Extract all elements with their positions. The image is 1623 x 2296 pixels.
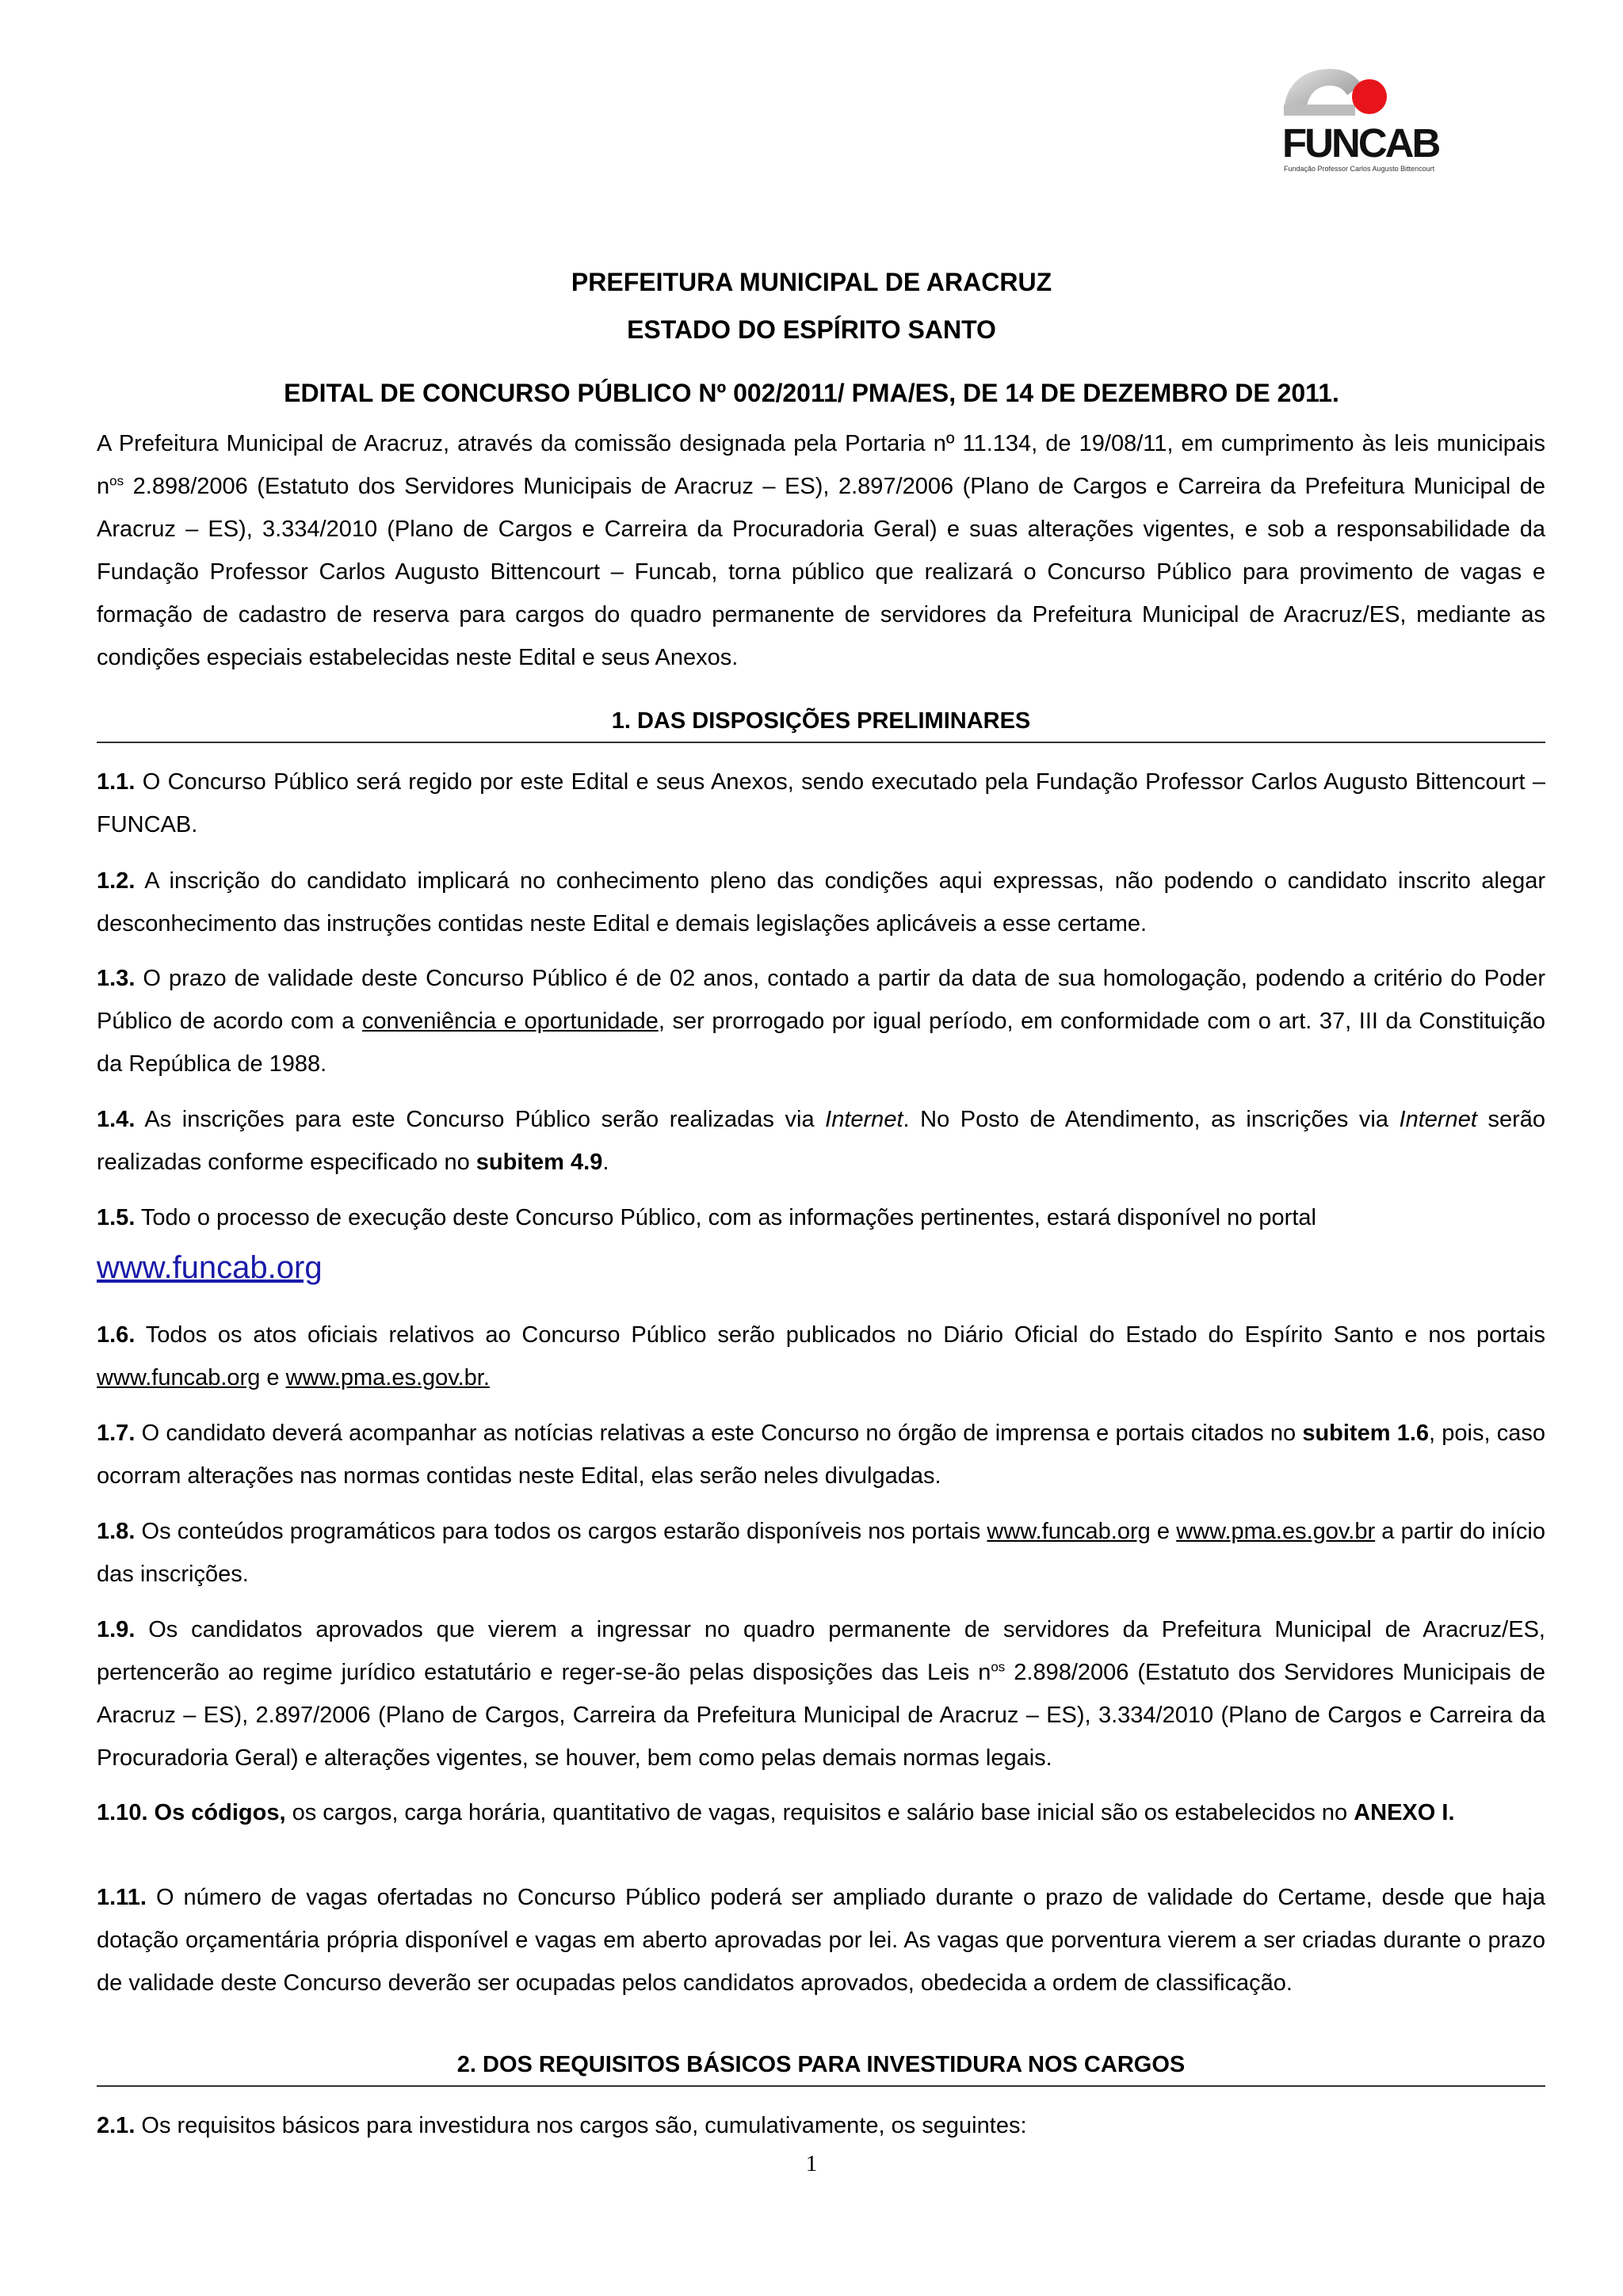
item-1-10: 1.10. Os códigos, os cargos, carga horária, quantitativo de vagas, requisitos e salário base inicial são os estabelecidos no ANEXO I.: [97, 1800, 1455, 1825]
funcab-logo: [1268, 65, 1439, 176]
intro-paragraph: A Prefeitura Municipal de Aracruz, através da comissão designada pela Portaria nº 11.134, de 19/08/11, em cumprimento às leis municipais $n^{os}$ 2.898/2006 (Estatuto dos Servidores Municipais de Aracruz – ES), 2.897/2006 (Plano de Cargos e Carreira da Prefeitura Municipal de Aracruz – ES), 3.334/2010 (Plano de Cargos e Carreira da Procuradoria Geral) e suas alterações vigentes, e sob a responsabilidade da Fundação Professor Carlos Augusto Bittencourt – Funcab, torna público que realizará o Concurso Público para provimento de vagas e formação de cadastro de reserva para cargos do quadro permanente de servidores da Prefeitura Municipal de Aracruz/ES, mediante as condições especiais estabelecidas neste Edital e seus Anexos.: [97, 431, 1545, 670]
funcab-link-large[interactable]: www.funcab.org: [97, 1250, 323, 1285]
item-1-9: 1.9. Os candidatos aprovados que vierem a ingressar no quadro permanente de servidores da Prefeitura Municipal de Aracruz/ES, pertencerão ao regime jurídico estatutário e reger-se-ão pelas disposições das Leis $n^{os}$ 2.898/2006 (Estatuto dos Servidores Municipais de Aracruz – ES), 2.897/2006 (Plano de Cargos, Carreira da Prefeitura Municipal de Aracruz – ES), 3.334/2010 (Plano de Cargos e Carreira da Procuradoria Geral) e alterações vigentes, se houver, bem como pelas demais normas legais.: [97, 1617, 1546, 1771]
item-1-6: 1.6. Todos os atos oficiais relativos ao Concurso Público serão publicados no Diário Oficial do Estado do Espírito Santo e nos portais www.funcab.org e www.pma.es.gov.br.: [97, 1322, 1545, 1390]
funcab-link[interactable]: www.funcab.org: [97, 1365, 261, 1390]
item-1-8: 1.8. Os conteúdos programáticos para todos os cargos estarão disponíveis nos portais www.funcab.org e www.pma.es.gov.br a partir do início das inscrições.: [97, 1519, 1545, 1587]
section-2-heading: 2. DOS REQUISITOS BÁSICOS PARA INVESTIDURA NOS CARGOS: [97, 2049, 1545, 2087]
section-1-heading: 1. DAS DISPOSIÇÕES PRELIMINARES: [97, 705, 1545, 743]
logo-wordmark: FUNCAB: [1282, 120, 1439, 166]
item-1-11: 1.11. O número de vagas ofertadas no Concurso Público poderá ser ampliado durante o prazo de validade do Certame, desde que haja dotação orçamentária própria disponível e vagas em aberto aprovadas por lei. As vagas que porventura vierem a ser criadas durante o prazo de validade deste Concurso deverão ser ocupadas pelos candidatos aprovados, obedecida a ordem de classificação.: [97, 1885, 1545, 1996]
item-1-7: 1.7. O candidato deverá acompanhar as notícias relativas a este Concurso no órgão de imprensa e portais citados no subitem 1.6, pois, caso ocorram alterações nas normas contidas neste Edital, elas serão neles divulgadas.: [97, 1421, 1545, 1489]
funcab-link[interactable]: www.funcab.org: [987, 1519, 1151, 1544]
item-2-1: 2.1. Os requisitos básicos para investidura nos cargos são, cumulativamente, os seguintes:: [97, 2113, 1027, 2138]
edital-title: EDITAL DE CONCURSO PÚBLICO Nº 002/2011/ PMA/ES, DE 14 DE DEZEMBRO DE 2011.: [284, 379, 1339, 407]
item-1-2: 1.2. A inscrição do candidato implicará no conhecimento pleno das condições aqui expressas, não podendo o candidato inscrito alegar desconhecimento das instruções contidas neste Edital e demais legislações aplicáveis a esse certame.: [97, 868, 1545, 936]
header-line-2: ESTADO DO ESPÍRITO SANTO: [627, 315, 996, 344]
item-1-1: 1.1. O Concurso Público será regido por este Edital e seus Anexos, sendo executado pela Fundação Professor Carlos Augusto Bittencourt – FUNCAB.: [97, 769, 1545, 837]
logo-subtitle: Fundação Professor Carlos Augusto Bittencourt: [1284, 165, 1435, 173]
red-dot-icon: [1352, 79, 1387, 114]
pma-link[interactable]: www.pma.es.gov.br: [1176, 1519, 1376, 1544]
page-number: 1: [805, 2151, 818, 2176]
item-1-5: 1.5. Todo o processo de execução deste Concurso Público, com as informações pertinentes, estará disponível no portal: [97, 1205, 1316, 1230]
funcab-logo-mark: [1268, 65, 1403, 128]
header-line-1: PREFEITURA MUNICIPAL DE ARACRUZ: [571, 268, 1052, 296]
item-1-4: 1.4. As inscrições para este Concurso Público serão realizadas via Internet. No Posto de Atendimento, as inscrições via Internet serão realizadas conforme especificado no subitem 4.9.: [97, 1107, 1545, 1175]
pma-link[interactable]: www.pma.es.gov.br.: [285, 1365, 490, 1390]
item-1-3: 1.3. O prazo de validade deste Concurso Público é de 02 anos, contado a partir da data de sua homologação, podendo a critério do Poder Público de acordo com a conveniência e oportunidade, ser prorrogado por igual período, em conformidade com o art. 37, III da Constituição da República de 1988.: [97, 966, 1545, 1077]
